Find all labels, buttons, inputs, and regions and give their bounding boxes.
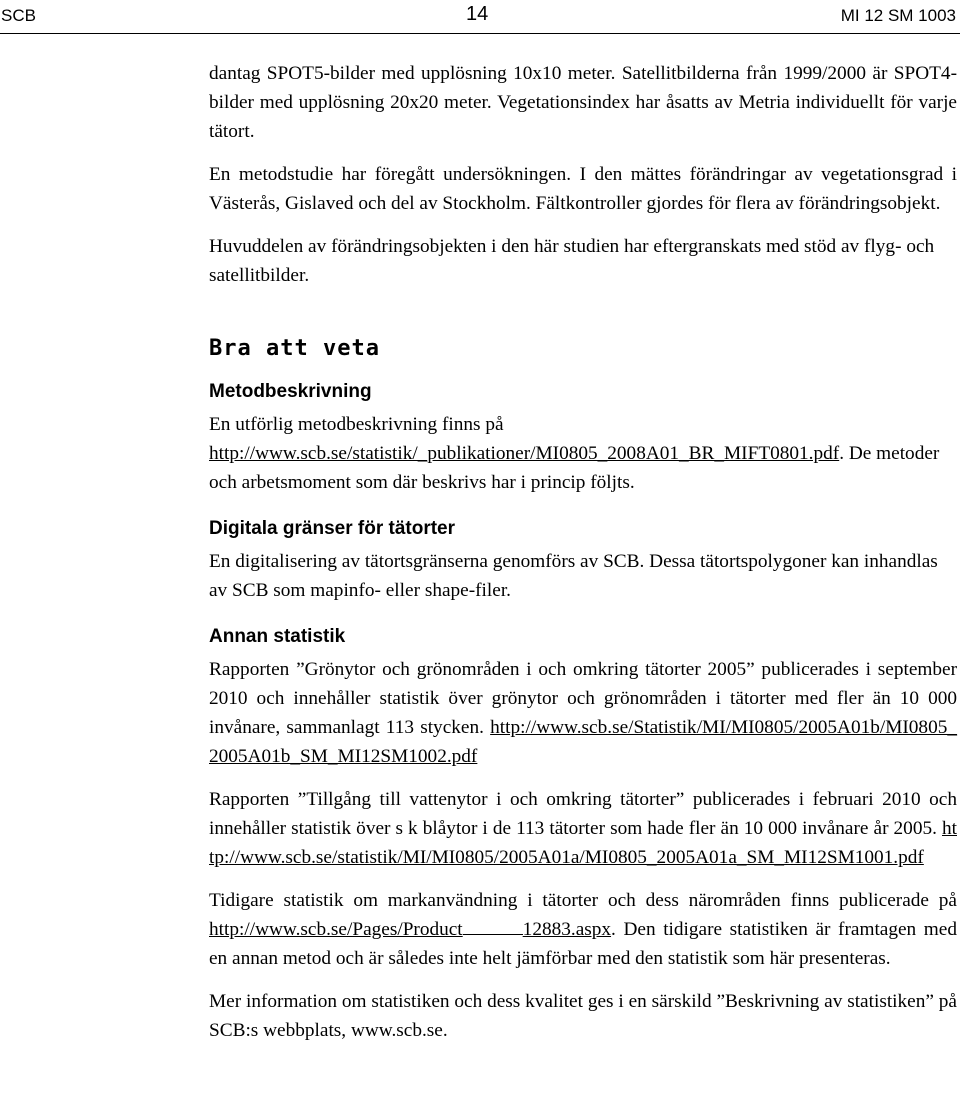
metod-link[interactable]: http://www.scb.se/statistik/_publikationer/MI0805_2008A01_BR_MIFT0801.pdf: [209, 443, 840, 464]
annan-link-3-part-a: http://www.scb.se/Pages/Product: [209, 919, 463, 940]
annan-paragraph-3: [209, 886, 957, 973]
intro-paragraph-3: Huvuddelen av förändringsobjekten i den här studien har eftergranskats med stöd av flyg- och satellitbilder.: [209, 236, 935, 286]
metod-text-2: . De metoder och arbetsmoment som där beskrivs har i princip följts.: [209, 443, 940, 493]
annan-text-3a: Tidigare statistik om markanvändning i tätorter och dess närområden finns publicerade på: [209, 890, 957, 911]
annan-paragraph-1: [209, 655, 957, 771]
annan-text-3b: . Den tidigare statistiken är framtagen med en annan metod och är således inte helt jämförbar med den statistik som här presenteras.: [209, 919, 957, 969]
annan-paragraph-2: [209, 785, 957, 872]
annan-heading: Annan statistik: [209, 626, 346, 647]
metod-heading: Metodbeskrivning: [209, 381, 372, 402]
page-number: 14: [466, 3, 489, 25]
metod-paragraph: [209, 410, 957, 497]
section-title: Bra att veta: [209, 336, 380, 361]
annan-paragraph-4: Mer information om statistiken och dess kvalitet ges i en särskild ”Beskrivning av statistiken” på SCB:s webbplats, www.scb.se.: [209, 991, 957, 1041]
annan-link-3[interactable]: [209, 919, 611, 940]
page-header: [0, 0, 960, 30]
annan-link-1[interactable]: http://www.scb.se/Statistik/MI/MI0805/2005A01b/MI0805_2005A01b_SM_MI12SM1002.pdf: [209, 717, 957, 767]
link-gap: [463, 933, 523, 935]
header-divider: [0, 33, 960, 34]
digitala-paragraph: En digitalisering av tätortsgränserna genomförs av SCB. Dessa tätortspolygoner kan inhandlas av SCB som mapinfo- eller shape-filer.: [209, 551, 938, 601]
annan-link-3-part-b: 12883.aspx: [522, 919, 612, 940]
document-body: [209, 59, 957, 1045]
annan-link-2[interactable]: http://www.scb.se/statistik/MI/MI0805/2005A01a/MI0805_2005A01a_SM_MI12SM1001.pdf: [209, 818, 957, 868]
header-org: SCB: [1, 6, 36, 25]
metod-text-1: En utförlig metodbeskrivning finns på: [209, 414, 504, 435]
digitala-heading: Digitala gränser för tätorter: [209, 518, 455, 539]
intro-paragraph-1: dantag SPOT5-bilder med upplösning 10x10 meter. Satellitbilderna från 1999/2000 är SPOT4-bilder med upplösning 20x20 meter. Vegetationsindex har åsatts av Metria individuellt för varje tätort.: [209, 63, 957, 142]
annan-text-2: Rapporten ”Tillgång till vattenytor i och omkring tätorter” publicerades i februari 2010 och innehåller statistik över s k blåytor i de 113 tätorter som hade fler än 10 000 invånare år 2005.: [209, 789, 957, 839]
report-id: MI 12 SM 1003: [840, 6, 956, 25]
intro-paragraph-2: En metodstudie har föregått undersökningen. I den mättes förändringar av vegetationsgrad i Västerås, Gislaved och del av Stockholm. Fältkontroller gjordes för flera av förändringsobjekt.: [209, 164, 957, 214]
annan-text-1: Rapporten ”Grönytor och grönområden i och omkring tätorter 2005” publicerades i september 2010 och innehåller statistik över grönytor och grönområden i tätorter med fler än 10 000 invånare, sammanlagt 113 stycken.: [209, 659, 957, 738]
